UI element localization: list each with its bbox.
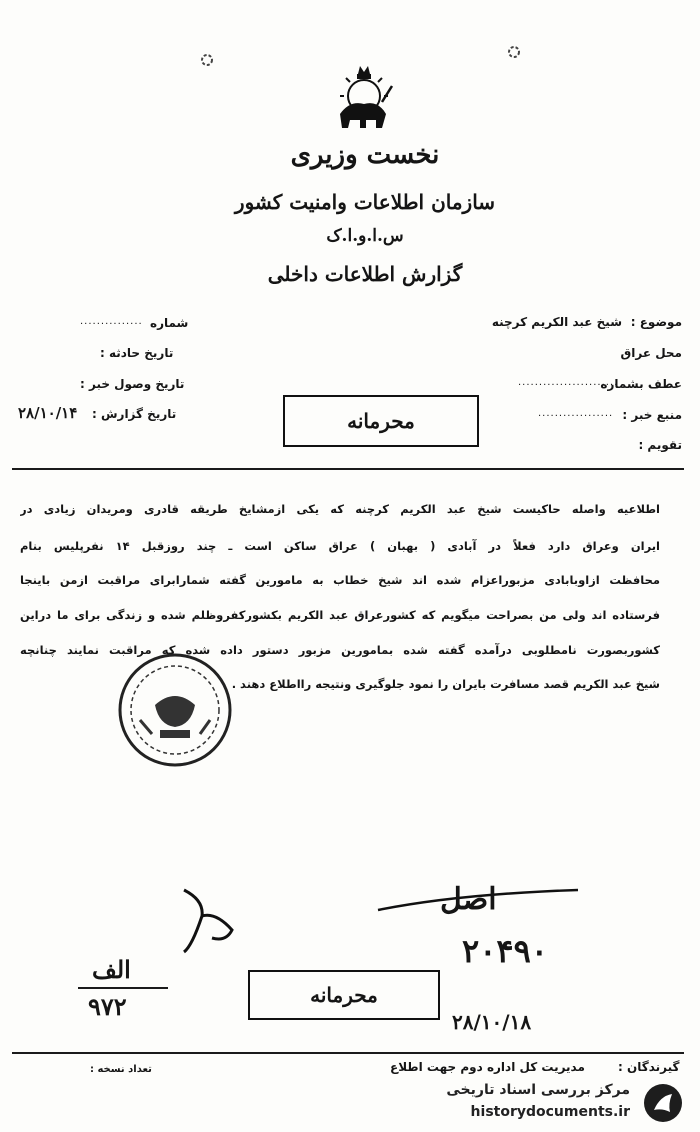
copies-label: تعداد نسخه : [90,1064,152,1075]
body-line: کشوربصورت نامطلوبی درآمده گفته شده بمامورین مزبور دستور داده شده که مراقبت نمایند چنانچه [20,643,660,657]
body-line: ایران وعراق دارد فعلاً در آبادی ( بهبان ) عراق ساکن است ـ چند روزقبل ۱۴ نفرپلیس بنام [20,539,660,553]
watermark [430,1080,690,1126]
handwritten-number: ۲۰۴۹۰ [462,932,548,970]
recipients-label: گیرندگان : [618,1060,680,1074]
report-date-label: تاریخ گزارش : [92,407,177,421]
round-official-seal [115,650,235,770]
receipt-date-label: تاریخ وصول خبر : [80,377,185,391]
incident-date-label: تاریخ حادثه : [100,346,174,360]
classification-stamp: محرمانه [283,395,479,447]
footer-separator [12,1052,684,1054]
handwritten-note-top: اصل [440,882,497,917]
handwritten-left-label: الف [92,955,131,984]
body-line: اطلاعیه واصله حاکیست شیخ عبد الکریم کرچنه که یکی ازمشایخ طریقه قادری ومریدان زیادی در [20,502,660,516]
handwritten-underline [78,987,168,989]
number-dots: ............... [80,316,143,327]
body-line: محافظت ازاوبابادی مزبوراعزام شده اند شیخ خطاب به مامورین گفته شمارابرای مراقبت ازمن باینجا [20,573,660,587]
lower-classification-stamp: محرمانه [248,970,440,1020]
subject-value: شیخ عبد الکریم کرچنه [491,315,622,329]
handwritten-left-number: ۹۷۲ [88,992,127,1021]
organization-title: سازمان اطلاعات وامنیت کشور [234,190,496,214]
handwritten-signature [172,880,242,960]
office-title: نخست وزیری [290,140,440,170]
reference-dots: ........................ [518,377,619,388]
header-separator [12,468,684,470]
body-line: فرستاده اند ولی من بصراحت میگویم که کشورعراق عبد الکریم بکشورکفروظلم شده و زندگی برای ما دراین [20,608,660,622]
source-label: منبع خبر : [622,408,682,422]
organization-code: س.ا.و.ا.ک [326,226,404,246]
report-date-value: ۲۸/۱۰/۱۴ [18,404,78,422]
punch-hole-mark [195,48,219,72]
watermark-logo-icon [642,1082,684,1124]
number-label: شماره [150,316,189,330]
watermark-url: historydocuments.ir [470,1104,630,1120]
subject-label: موضوع : [630,315,682,329]
handwritten-date: ۲۸/۱۰/۱۸ [452,1010,532,1034]
place-label: محل عراق [620,346,682,360]
reference-number-label: عطف بشماره [600,377,682,391]
lion-and-sun-emblem [330,62,398,134]
source-dots: .................. [538,408,614,419]
report-type-title: گزارش اطلاعات داخلی [267,262,463,286]
watermark-name: مرکز بررسی اسناد تاریخی [446,1082,630,1098]
recipients-value: مدیریت کل اداره دوم جهت اطلاع [390,1060,585,1074]
body-line: شیخ عبد الکریم قصد مسافرت بایران را نمود جلوگیری ونتیجه رااطلاع دهند . [231,677,660,691]
punch-hole-mark [502,40,526,64]
evaluation-label: تقویم : [638,438,682,452]
